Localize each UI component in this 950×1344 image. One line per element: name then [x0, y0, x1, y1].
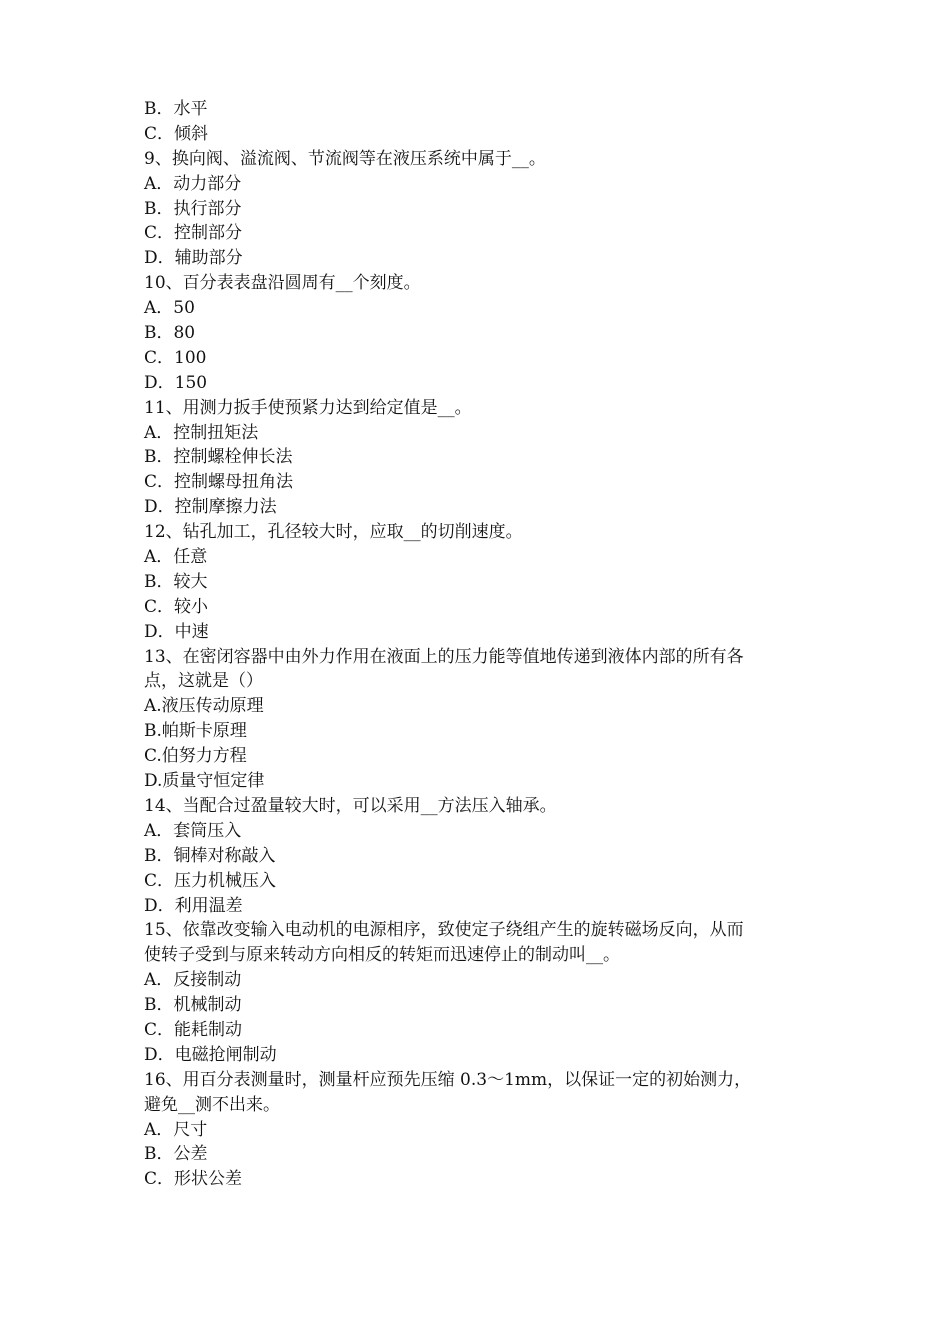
option-b: B．公差 — [144, 1144, 208, 1165]
document-page — [144, 97, 814, 1192]
option-b: B．水平 — [144, 99, 208, 119]
option-b: B．执行部分 — [144, 198, 242, 219]
option-d: D．电磁抢闸制动 — [144, 1044, 277, 1065]
option-a: A．控制扭矩法 — [144, 422, 259, 443]
option-c: C．压力机械压入 — [144, 870, 277, 891]
question-9: 9、换向阀、溢流阀、节流阀等在液压系统中属于__。 — [144, 148, 546, 169]
option-a: A．套筒压入 — [144, 820, 242, 841]
option-c: C．100 — [144, 347, 207, 368]
question-16: 16、用百分表测量时，测量杆应预先压缩 0.3～1mm，以保证一定的初始测力， — [144, 1069, 752, 1090]
option-d: D．辅助部分 — [144, 248, 243, 269]
question-13-cont: 点，这就是（） — [144, 671, 263, 692]
option-b: B．铜棒对称敲入 — [144, 845, 276, 866]
question-16-cont: 避免__测不出来。 — [144, 1094, 280, 1115]
question-12: 12、钻孔加工，孔径较大时，应取__的切削速度。 — [144, 522, 523, 543]
option-d: D．利用温差 — [144, 895, 243, 916]
question-13: 13、在密闭容器中由外力作用在液面上的压力能等值地传递到液体内部的所有各 — [144, 646, 744, 667]
question-11: 11、用测力扳手使预紧力达到给定值是__。 — [144, 397, 472, 418]
option-d: D．控制摩擦力法 — [144, 497, 277, 518]
option-b: B．机械制动 — [144, 995, 242, 1016]
option-a: A．尺寸 — [144, 1119, 208, 1140]
question-14: 14、当配合过盈量较大时，可以采用__方法压入轴承。 — [144, 795, 557, 816]
option-a: A.液压传动原理 — [144, 696, 264, 717]
option-b: B.帕斯卡原理 — [144, 721, 247, 742]
option-c: C.伯努力方程 — [144, 746, 247, 767]
option-b: B．80 — [144, 323, 196, 344]
option-d: D．150 — [144, 372, 208, 393]
question-10: 10、百分表表盘沿圆周有__个刻度。 — [144, 273, 421, 294]
option-c: C．形状公差 — [144, 1169, 243, 1190]
option-b: B．控制螺栓伸长法 — [144, 447, 293, 468]
option-a: A．反接制动 — [144, 970, 242, 991]
option-b: B．较大 — [144, 571, 208, 592]
option-a: A．50 — [144, 298, 195, 319]
option-c: C．控制螺母扭角法 — [144, 472, 294, 493]
option-d: D.质量守恒定律 — [144, 771, 265, 792]
option-c: C．控制部分 — [144, 223, 243, 244]
option-c: C．倾斜 — [144, 123, 209, 144]
option-c: C．较小 — [144, 596, 209, 617]
option-d: D．中速 — [144, 621, 209, 642]
option-a: A．任意 — [144, 547, 208, 568]
option-a: A．动力部分 — [144, 173, 242, 194]
option-c: C．能耗制动 — [144, 1019, 243, 1040]
question-15-cont: 使转子受到与原来转动方向相反的转矩而迅速停止的制动叫__。 — [144, 945, 620, 966]
question-15: 15、依靠改变输入电动机的电源相序，致使定子绕组产生的旋转磁场反向，从而 — [144, 920, 744, 941]
